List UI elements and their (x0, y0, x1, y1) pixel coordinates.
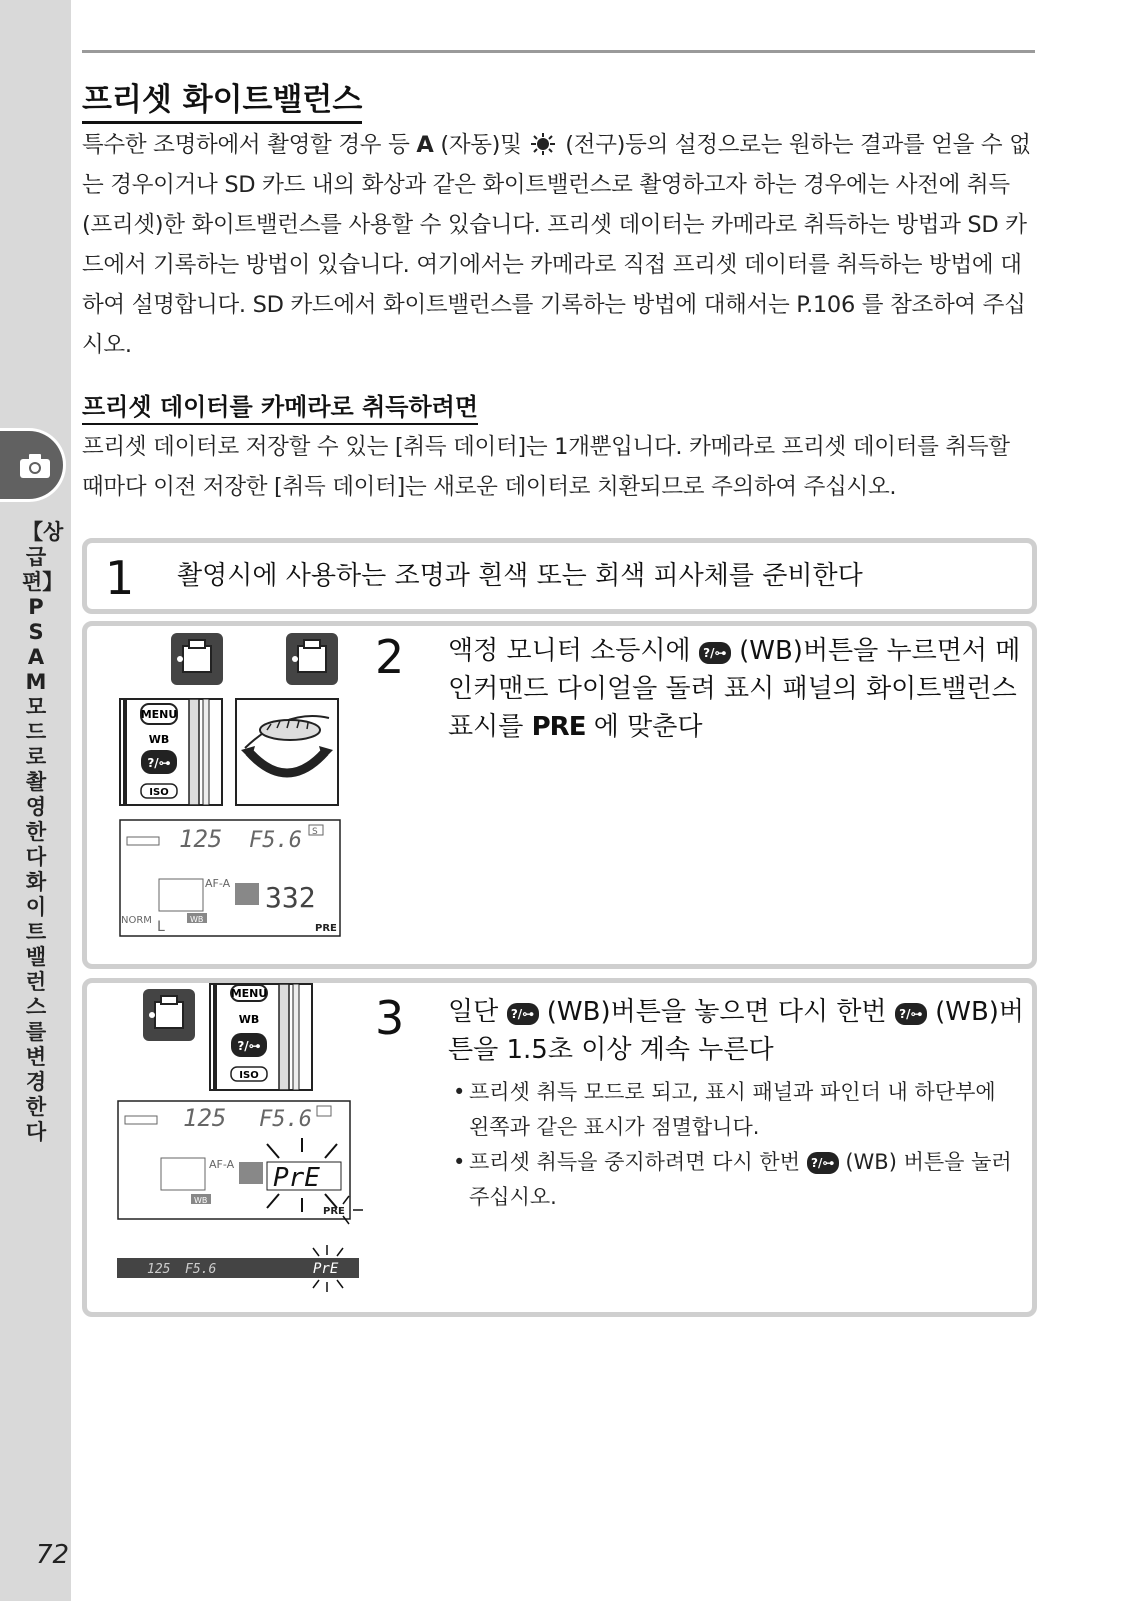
command-dial-illustration (235, 698, 339, 806)
monitor-off-icon-2 (285, 632, 339, 686)
menu-button-label: MENU (140, 708, 178, 721)
camera-buttons-illustration (119, 698, 223, 806)
viewfinder-aperture: F5.6 (185, 1262, 217, 1277)
bullet-2-text-b: (WB) 버튼을 눌러 주십시오. (469, 1150, 1012, 1209)
bullet-item (453, 1145, 1013, 1215)
camera-icon (20, 454, 50, 478)
lcd-pre-blink: PrE (273, 1163, 320, 1193)
sidebar (0, 0, 71, 1601)
lcd-panel-illustration (119, 819, 341, 937)
step-2-text-a: 액정 모니터 소등시에 (448, 636, 699, 666)
menu-button-label-2: MENU (230, 987, 268, 1000)
lcd-pre-2: PRE (323, 1206, 345, 1217)
wb-button-glyph: ?/⊶ (147, 756, 171, 770)
wb-button-icon-4: ?/⊶ (807, 1152, 839, 1174)
step-3-box (82, 978, 1037, 1317)
lcd-shutter: 125 (179, 825, 223, 853)
bullet-item: • 프리셋 취득 모드로 되고, 표시 패널과 파인더 내 하단부에 왼쪽과 같은 표시가 점멸합니다. (453, 1075, 1013, 1145)
step-3-text (448, 993, 1028, 1069)
bullet-2-text-a: 프리셋 취득을 중지하려면 다시 한번 (469, 1150, 807, 1174)
monitor-off-icon-3 (142, 988, 196, 1042)
lcd-size: L (157, 919, 165, 935)
lcd-af-mode-2: AF-A (209, 1158, 235, 1171)
lcd-s-badge: S (312, 827, 318, 837)
wb-button-icon: ?/⊶ (699, 642, 731, 664)
step-1-number: 1 (105, 551, 135, 605)
iso-button-label: ISO (149, 787, 169, 798)
pre-indicator: PRE (531, 712, 586, 742)
step-3-bullets (453, 1075, 1013, 1215)
step-3-text-a: 일단 (448, 997, 507, 1027)
step-1-text: 촬영시에 사용하는 조명과 흰색 또는 회색 피사체를 준비한다 (177, 561, 863, 591)
lcd-aperture: F5.6 (249, 828, 302, 853)
auto-label: A (416, 132, 434, 158)
step-2-text-c: 에 맞춘다 (585, 712, 703, 742)
monitor-off-icon (170, 632, 224, 686)
step-2-number: 2 (375, 630, 405, 684)
subsection-paragraph: 프리셋 데이터로 저장할 수 있는 [취득 데이터]는 1개뿐입니다. 카메라로 프리셋 데이터를 취득할 때마다 이전 저장한 [취득 데이터]는 새로운 데이터로 치환되므로 주의하여 주십시오. (82, 434, 1010, 500)
lcd-blink-illustration (117, 1100, 367, 1310)
wb-button-glyph-2: ?/⊶ (237, 1039, 261, 1053)
step-3-text-b: (WB)버튼을 놓으면 다시 한번 (538, 997, 895, 1027)
lcd-wb-2: WB (194, 1196, 208, 1205)
lcd-quality: NORM (121, 915, 152, 926)
camera-tab (0, 428, 66, 502)
step-2-text-b: (WB)버튼을 누르면서 메인커맨드 다이얼을 돌려 표시 패널의 화이트밸런스 표시를 (448, 636, 1021, 742)
wb-button-label: WB (148, 733, 170, 746)
step-2-box (82, 621, 1037, 969)
sidebar-chapter-text: 【상급편】PSAM모드로 촬영한다 화이트밸런스를 변경한다 (22, 520, 64, 1144)
step-1-box (82, 538, 1037, 614)
intro-text-2: (자동)및 (433, 132, 529, 158)
top-rule (82, 50, 1035, 53)
iso-button-label-2: ISO (239, 1070, 259, 1081)
lcd-af-mode: AF-A (205, 877, 231, 890)
lcd-wb: WB (190, 915, 204, 924)
intro-paragraph (82, 125, 1037, 365)
viewfinder-shutter: 125 (147, 1262, 171, 1277)
intro-text-1: 특수한 조명하에서 촬영할 경우 등 (82, 132, 417, 158)
intro-text-3: (전구)등의 설정으로는 원하는 결과를 얻을 수 없는 경우이거나 SD 카드 내의 화상과 같은 화이트밸런스로 촬영하고자 하는 경우에는 사전에 취득(프리셋)한 화이트밸런스를 사용할 수 있습니다. 프리셋 데이터는 카메라로 취득하는 방법과 SD 카드에서 기록하는 방법이 있습니다. 여기에서는 카메라로 직접 프리셋 데이터를 취득하는 방법에 대하여 설명합니다. SD 카드에서 화이트밸런스를 기록하는 방법에 대해서는 P.106 를 참조하여 주십시오. (82, 132, 1031, 358)
incandescent-icon (528, 132, 558, 156)
lcd-frames: 332 (265, 881, 316, 914)
viewfinder-pre: PrE (313, 1261, 339, 1277)
wb-button-label-2: WB (238, 1013, 260, 1026)
subsection-title: 프리셋 데이터를 카메라로 취득하려면 (82, 387, 478, 425)
lcd-pre: PRE (315, 923, 337, 934)
step-2-text (448, 632, 1028, 746)
page-title: 프리셋 화이트밸런스 (82, 74, 362, 124)
lcd-shutter-2: 125 (183, 1104, 227, 1132)
camera-buttons-illustration-2 (209, 983, 313, 1091)
wb-button-icon-2: ?/⊶ (507, 1003, 539, 1025)
step-3-text-c: (WB)버튼을 1.5초 이상 계속 누른다 (448, 997, 1025, 1065)
wb-button-icon-3: ?/⊶ (895, 1003, 927, 1025)
lcd-aperture-2: F5.6 (259, 1107, 312, 1132)
step-3-number: 3 (375, 991, 405, 1045)
page-number: 72 (36, 1540, 70, 1570)
